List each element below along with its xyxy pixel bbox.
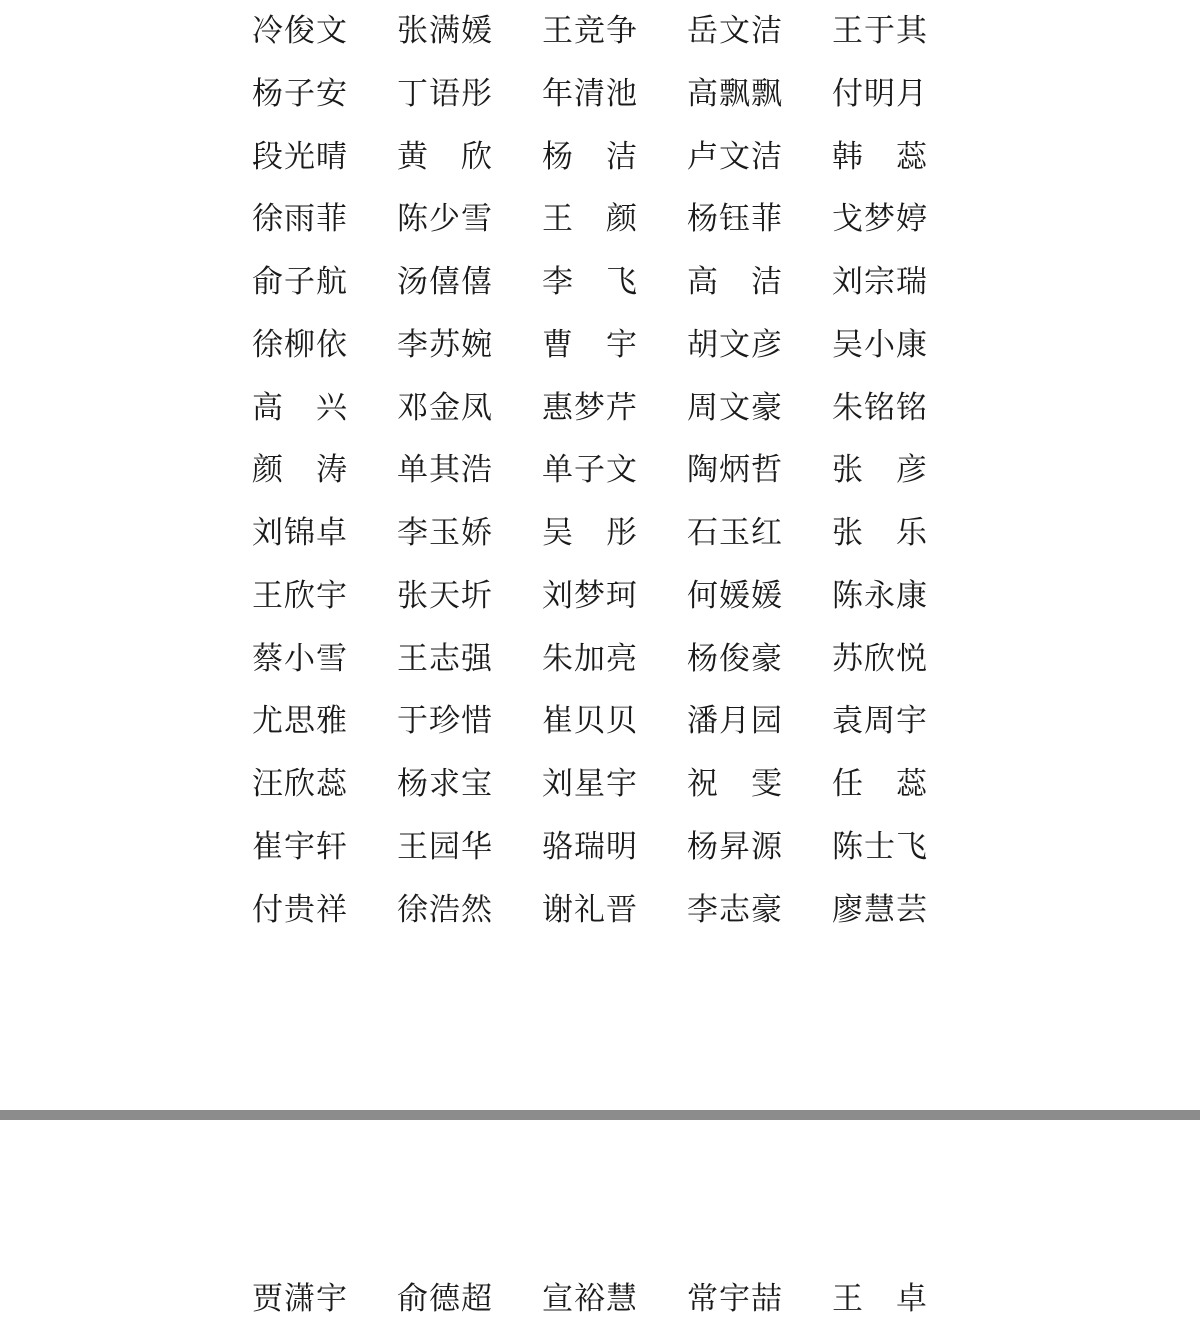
name-entry: 俞 德 超	[397, 1281, 492, 1317]
name-entry: 尤 思 雅	[252, 703, 347, 740]
name-entry: 谢 礼 晋	[542, 891, 637, 928]
name-entry: 徐 柳 依	[252, 326, 347, 363]
name-entry: 宣 裕 慧	[542, 1281, 637, 1317]
name-entry: 杨 子 安	[252, 75, 347, 112]
name-entry: 于 珍 惜	[397, 703, 492, 740]
name-entry: 高 洁	[687, 264, 782, 300]
name-entry: 杨 昇 源	[687, 828, 782, 865]
name-entry: 高 兴	[252, 389, 347, 426]
name-entry: 杨 钰 菲	[687, 201, 782, 238]
name-entry: 潘 月 园	[687, 703, 782, 740]
name-entry: 陶 炳 哲	[687, 452, 782, 489]
page-separator	[0, 1110, 1200, 1120]
name-entry: 何 媛 媛	[687, 577, 782, 614]
name-entry: 戈 梦 婷	[832, 201, 927, 238]
name-entry: 胡 文 彦	[687, 326, 782, 363]
name-entry: 汤 僖 僖	[397, 264, 492, 300]
name-entry: 任 蕊	[832, 766, 927, 802]
name-entry: 李 苏 婉	[397, 326, 492, 363]
name-entry: 王 卓	[832, 1281, 927, 1317]
name-entry: 王 园 华	[397, 828, 492, 865]
name-entry: 邓 金 凤	[397, 389, 492, 426]
name-entry: 陈 士 飞	[832, 828, 927, 865]
name-entry: 张 彦	[832, 452, 927, 489]
name-entry: 韩 蕊	[832, 138, 927, 175]
name-entry: 惠 梦 芹	[542, 389, 637, 426]
name-entry: 周 文 豪	[687, 389, 782, 426]
name-entry: 冷 俊 文	[252, 13, 347, 49]
name-entry: 单 子 文	[542, 452, 637, 489]
name-entry: 徐 雨 菲	[252, 201, 347, 238]
name-entry: 曹 宇	[542, 326, 637, 363]
name-entry: 年 清 池	[542, 75, 637, 112]
name-entry: 段 光 晴	[252, 138, 347, 175]
name-entry: 朱 加 亮	[542, 640, 637, 677]
name-entry: 石 玉 红	[687, 515, 782, 551]
name-entry: 徐 浩 然	[397, 891, 492, 928]
name-list	[252, 0, 932, 941]
name-entry: 颜 涛	[252, 452, 347, 489]
name-entry: 刘 锦 卓	[252, 515, 347, 551]
name-entry: 杨 求 宝	[397, 766, 492, 802]
name-entry: 杨 洁	[542, 138, 637, 175]
name-entry: 吴 彤	[542, 515, 637, 551]
name-entry: 李 志 豪	[687, 891, 782, 928]
name-entry: 卢 文 洁	[687, 138, 782, 175]
name-entry: 祝 雯	[687, 766, 782, 802]
name-entry: 丁 语 彤	[397, 75, 492, 112]
name-entry: 苏 欣 悦	[832, 640, 927, 677]
name-entry: 黄 欣	[397, 138, 492, 175]
name-entry: 王 于 其	[832, 13, 927, 49]
name-entry: 张 天 圻	[397, 577, 492, 614]
name-entry: 廖 慧 芸	[832, 891, 927, 928]
name-entry: 付 贵 祥	[252, 891, 347, 928]
name-entry: 陈 永 康	[832, 577, 927, 614]
name-entry: 王 竞 争	[542, 13, 637, 49]
name-entry: 岳 文 洁	[687, 13, 782, 49]
name-entry: 张 满 媛	[397, 13, 492, 49]
name-entry: 吴 小 康	[832, 326, 927, 363]
name-entry: 陈 少 雪	[397, 201, 492, 238]
name-entry: 王 志 强	[397, 640, 492, 677]
name-entry: 高 飘 飘	[687, 75, 782, 112]
name-entry: 常 宇 喆	[687, 1281, 782, 1317]
name-entry: 崔 宇 轩	[252, 828, 347, 865]
name-entry: 崔 贝 贝	[542, 703, 637, 740]
name-entry: 单 其 浩	[397, 452, 492, 489]
name-entry: 骆 瑞 明	[542, 828, 637, 865]
name-entry: 杨 俊 豪	[687, 640, 782, 677]
name-entry: 刘 梦 珂	[542, 577, 637, 614]
name-entry: 王 颜	[542, 201, 637, 238]
name-entry: 刘 星 宇	[542, 766, 637, 802]
name-entry: 李 玉 娇	[397, 515, 492, 551]
name-entry: 张 乐	[832, 515, 927, 551]
name-entry: 李 飞	[542, 264, 637, 300]
name-entry: 王 欣 宇	[252, 577, 347, 614]
name-entry: 俞 子 航	[252, 264, 347, 300]
name-entry: 袁 周 宇	[832, 703, 927, 740]
name-entry: 贾 潇 宇	[252, 1281, 347, 1317]
name-entry: 汪 欣 蕊	[252, 766, 347, 802]
document-page-2	[0, 1120, 1200, 1334]
name-entry: 朱 铭 铭	[832, 389, 927, 426]
name-entry: 蔡 小 雪	[252, 640, 347, 677]
name-entry: 付 明 月	[832, 75, 927, 112]
name-list	[252, 1268, 932, 1331]
name-entry: 刘 宗 瑞	[832, 264, 927, 300]
